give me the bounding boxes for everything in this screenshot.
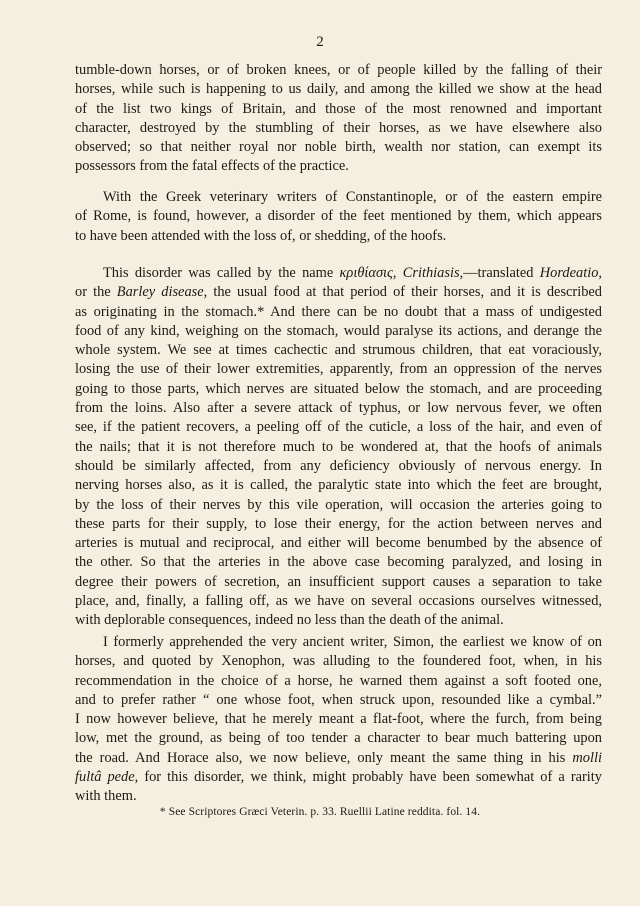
text-run: , — [392, 265, 403, 281]
term-hordeatio: Hordeatio — [539, 265, 599, 281]
term-molli: molli — [572, 749, 602, 766]
text-line: I now however believe, that he merely meant a flat-foot, where the furch, from being — [75, 711, 602, 728]
text-run: , for this disorder, we think, might probably have been somewhat of a rarity — [134, 769, 602, 786]
text-line: with them. — [75, 788, 137, 805]
text-run: or the — [75, 284, 117, 301]
text-line: to have been attended with the loss of, or shedding, of the hoofs. — [75, 227, 447, 244]
text-line: With the Greek veterinary writers of Constantinople, or of the eastern empire — [103, 189, 602, 205]
text-line: possessors from the fatal effects of the practice. — [75, 158, 349, 175]
text-run: , — [598, 265, 602, 281]
text-line: horses, while such is happening to us daily, and among the killed we show at the head — [75, 81, 602, 98]
footnote: * See Scriptores Græci Veterin. p. 33. Ruellii Latine reddita. fol. 14. — [159, 806, 481, 818]
text-line: and to prefer rather “ one whose foot, when struck upon, resounded like a cymbal.” — [75, 691, 602, 708]
greek-term: κριθίασις — [339, 265, 393, 281]
text-run: , the usual food at that period of their horses, and it is described — [203, 284, 602, 301]
text-line: low, met the ground, as being of too tender a character to bear much battering upon — [75, 730, 602, 747]
text-line: see, if the patient recovers, a peeling off of the cuticle, a loss of the hair, and even of — [75, 419, 602, 436]
text-line: by the loss of their nerves by this vile operation, will occasion the arteries going to — [75, 496, 602, 513]
text-line: observed; so that neither royal nor noble birth, wealth nor station, can exempt its — [75, 139, 602, 156]
page-number: 2 — [316, 34, 324, 50]
term-crithiasis: Crithiasis — [402, 265, 460, 281]
text-line: arteries is mutual and reciprocal, and either will become benumbed by the absence of — [75, 535, 602, 552]
text-line: should be similarly affected, from any deficiency obviously of nervous energy. In — [75, 457, 602, 474]
text-line: character, destroyed by the stumbling of their horses, as we have elsewhere also — [75, 119, 602, 136]
text-run: the road. And Horace also, we now believe, only meant the same thing in his — [75, 749, 573, 766]
paragraph-1 — [75, 61, 602, 177]
text-line: horses, and quoted by Xenophon, was alluding to the foundered foot, when, in his — [75, 653, 602, 670]
text-line: degree their powers of secretion, an insufficient support causes a separation to take — [75, 573, 602, 590]
text-line: of Rome, is found, however, a disorder of the feet mentioned by them, which appears — [75, 208, 602, 225]
text-line: as originating in the stomach.* And there can be no doubt that a mass of undigested — [75, 303, 602, 320]
text-line: these parts for their supply, to lose their energy, for the action between nerves and — [75, 515, 602, 532]
text-run: ,—translated — [459, 265, 540, 281]
text-line: nerving horses also, as it is called, the paralytic state into which the feet are brought, — [75, 477, 602, 494]
text-line: losing the use of their lower extremities, apparently, from an oppression of the nerves — [75, 361, 602, 378]
text-line: going to those parts, which nerves are situated below the stomach, and are proceeding — [75, 380, 602, 397]
text-line — [75, 264, 602, 283]
term-fulta-pede: fultâ pede — [75, 769, 135, 786]
text-line: tumble-down horses, or of broken knees, or of people killed by the falling of their — [75, 62, 602, 78]
text-line — [75, 749, 602, 768]
text-run: This disorder was called by the name — [103, 265, 340, 281]
text-line: whole system. We see at times cachectic and strumous children, that eat voraciously, — [75, 342, 602, 359]
text-line: with deplorable consequences, indeed no less than the death of the animal. — [75, 612, 504, 629]
term-barley-disease: Barley disease — [116, 284, 204, 301]
text-line: of the list two kings of Britain, and those of the most renowned and important — [75, 100, 602, 117]
text-line: from the loins. Also after a severe attack of typhus, or low nervous fever, we often — [75, 400, 602, 417]
text-line: the other. So that the arteries in the above case becoming paralyzed, and losing in — [75, 554, 602, 571]
text-line — [75, 768, 602, 787]
text-line: the nails; that it is not therefore much to be wondered at, that the hoofs of animals — [75, 438, 602, 455]
text-line: food of any kind, weighing on the stomach, would paralyse its actions, and derange the — [75, 322, 602, 339]
text-line: recommendation in the choice of a horse, he warned them against a soft footed one, — [75, 672, 602, 689]
text-line — [75, 283, 602, 302]
paragraph-3 — [75, 264, 602, 631]
text-line: I formerly apprehended the very ancient writer, Simon, the earliest we know of on — [103, 634, 602, 650]
paragraph-2 — [75, 188, 602, 246]
paragraph-4 — [75, 633, 602, 807]
text-line: place, and, finally, a falling off, as we have on several occasions ourselves witnessed, — [75, 593, 602, 610]
